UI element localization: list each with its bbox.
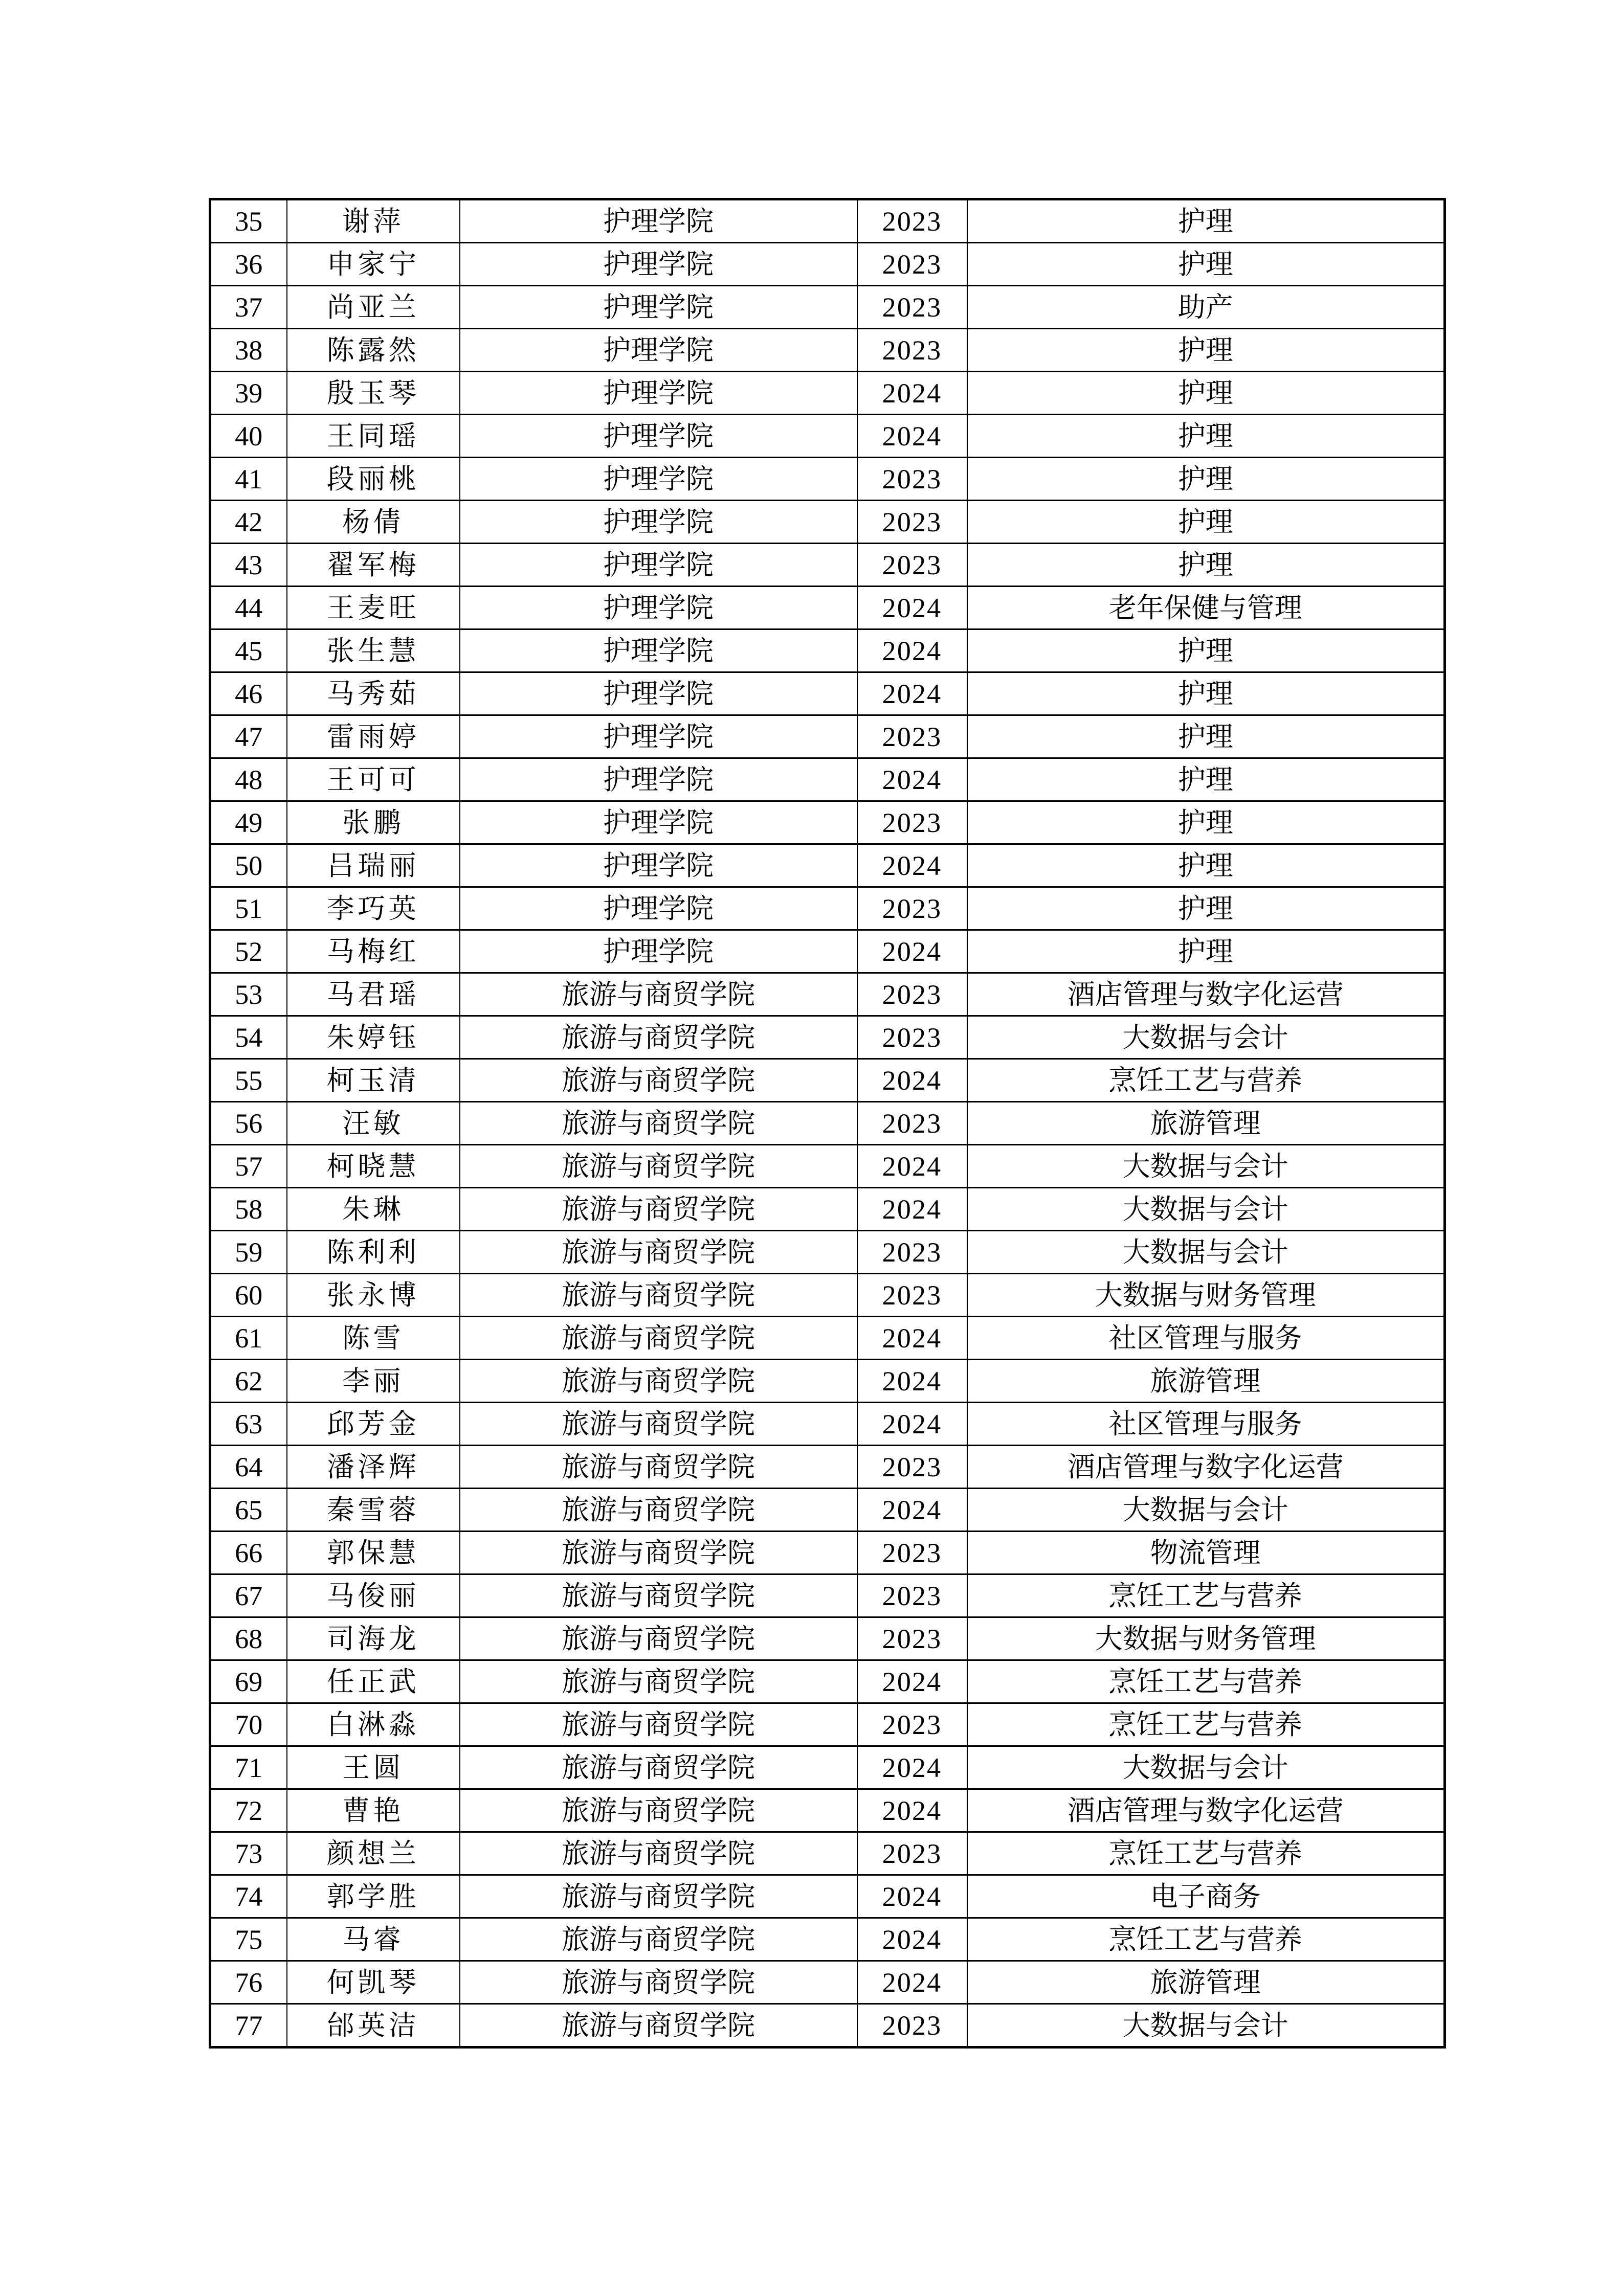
cell-major: 酒店管理与数字化运营 xyxy=(967,973,1445,1016)
table-row xyxy=(210,1660,1445,1703)
cell-name: 任正武 xyxy=(287,1660,460,1703)
cell-college: 旅游与商贸学院 xyxy=(460,1016,857,1059)
cell-year: 2023 xyxy=(857,544,967,587)
cell-major: 电子商务 xyxy=(967,1875,1445,1918)
table-row xyxy=(210,1489,1445,1532)
cell-college: 护理学院 xyxy=(460,629,857,672)
cell-college: 旅游与商贸学院 xyxy=(460,1188,857,1231)
table-row xyxy=(210,1360,1445,1403)
cell-no: 37 xyxy=(210,286,287,329)
cell-college: 旅游与商贸学院 xyxy=(460,1875,857,1918)
cell-year: 2023 xyxy=(857,1016,967,1059)
cell-name: 柯晓慧 xyxy=(287,1145,460,1188)
cell-no: 40 xyxy=(210,415,287,458)
cell-college: 护理学院 xyxy=(460,501,857,544)
cell-name: 张生慧 xyxy=(287,629,460,672)
cell-no: 65 xyxy=(210,1489,287,1532)
table-row xyxy=(210,1746,1445,1789)
cell-major: 酒店管理与数字化运营 xyxy=(967,1446,1445,1489)
cell-major: 护理 xyxy=(967,801,1445,844)
cell-major: 烹饪工艺与营养 xyxy=(967,1660,1445,1703)
cell-major: 大数据与会计 xyxy=(967,1489,1445,1532)
cell-college: 护理学院 xyxy=(460,672,857,715)
cell-major: 社区管理与服务 xyxy=(967,1317,1445,1360)
cell-no: 59 xyxy=(210,1231,287,1274)
table-row xyxy=(210,1961,1445,2004)
cell-major: 护理 xyxy=(967,329,1445,372)
cell-no: 63 xyxy=(210,1403,287,1446)
cell-no: 47 xyxy=(210,715,287,758)
cell-name: 朱婷钰 xyxy=(287,1016,460,1059)
cell-no: 61 xyxy=(210,1317,287,1360)
table-row xyxy=(210,844,1445,887)
table-row xyxy=(210,243,1445,286)
cell-college: 旅游与商贸学院 xyxy=(460,1574,857,1617)
cell-no: 44 xyxy=(210,587,287,629)
table-row xyxy=(210,1059,1445,1102)
cell-major: 大数据与财务管理 xyxy=(967,1617,1445,1660)
cell-college: 护理学院 xyxy=(460,372,857,415)
cell-year: 2024 xyxy=(857,1789,967,1832)
table-row xyxy=(210,672,1445,715)
cell-year: 2023 xyxy=(857,1832,967,1875)
cell-no: 62 xyxy=(210,1360,287,1403)
cell-year: 2024 xyxy=(857,1403,967,1446)
cell-no: 58 xyxy=(210,1188,287,1231)
table-row xyxy=(210,1145,1445,1188)
cell-year: 2023 xyxy=(857,973,967,1016)
cell-major: 护理 xyxy=(967,844,1445,887)
cell-no: 45 xyxy=(210,629,287,672)
cell-name: 郭学胜 xyxy=(287,1875,460,1918)
table-row xyxy=(210,715,1445,758)
cell-year: 2024 xyxy=(857,1918,967,1961)
cell-name: 杨倩 xyxy=(287,501,460,544)
table-row xyxy=(210,1832,1445,1875)
cell-no: 43 xyxy=(210,544,287,587)
cell-year: 2023 xyxy=(857,1532,967,1574)
table-row xyxy=(210,1274,1445,1317)
table-row xyxy=(210,801,1445,844)
cell-major: 护理 xyxy=(967,758,1445,801)
cell-name: 张鹏 xyxy=(287,801,460,844)
table-row xyxy=(210,758,1445,801)
cell-year: 2024 xyxy=(857,672,967,715)
cell-year: 2023 xyxy=(857,1703,967,1746)
cell-major: 护理 xyxy=(967,458,1445,501)
cell-no: 71 xyxy=(210,1746,287,1789)
cell-no: 68 xyxy=(210,1617,287,1660)
cell-name: 吕瑞丽 xyxy=(287,844,460,887)
cell-no: 35 xyxy=(210,199,287,243)
cell-no: 52 xyxy=(210,930,287,973)
cell-college: 旅游与商贸学院 xyxy=(460,1617,857,1660)
cell-no: 39 xyxy=(210,372,287,415)
cell-no: 41 xyxy=(210,458,287,501)
cell-no: 49 xyxy=(210,801,287,844)
cell-college: 旅游与商贸学院 xyxy=(460,1231,857,1274)
table-row xyxy=(210,286,1445,329)
cell-year: 2024 xyxy=(857,758,967,801)
table-row xyxy=(210,1574,1445,1617)
cell-name: 王同瑶 xyxy=(287,415,460,458)
cell-major: 酒店管理与数字化运营 xyxy=(967,1789,1445,1832)
cell-name: 段丽桃 xyxy=(287,458,460,501)
cell-year: 2024 xyxy=(857,1317,967,1360)
cell-year: 2023 xyxy=(857,801,967,844)
cell-no: 38 xyxy=(210,329,287,372)
cell-year: 2024 xyxy=(857,1145,967,1188)
table-row xyxy=(210,501,1445,544)
cell-name: 马梅红 xyxy=(287,930,460,973)
cell-year: 2024 xyxy=(857,629,967,672)
cell-college: 护理学院 xyxy=(460,930,857,973)
cell-major: 物流管理 xyxy=(967,1532,1445,1574)
cell-year: 2023 xyxy=(857,458,967,501)
cell-name: 马秀茹 xyxy=(287,672,460,715)
cell-year: 2023 xyxy=(857,715,967,758)
cell-major: 护理 xyxy=(967,544,1445,587)
cell-name: 潘泽辉 xyxy=(287,1446,460,1489)
cell-college: 旅游与商贸学院 xyxy=(460,1102,857,1145)
table-row xyxy=(210,2004,1445,2047)
cell-no: 57 xyxy=(210,1145,287,1188)
cell-college: 旅游与商贸学院 xyxy=(460,1317,857,1360)
cell-major: 大数据与会计 xyxy=(967,1145,1445,1188)
cell-college: 护理学院 xyxy=(460,329,857,372)
table-row xyxy=(210,973,1445,1016)
cell-name: 颜想兰 xyxy=(287,1832,460,1875)
table-row xyxy=(210,1617,1445,1660)
cell-college: 护理学院 xyxy=(460,801,857,844)
cell-major: 烹饪工艺与营养 xyxy=(967,1918,1445,1961)
cell-year: 2023 xyxy=(857,329,967,372)
cell-year: 2023 xyxy=(857,1574,967,1617)
table-row xyxy=(210,1532,1445,1574)
cell-year: 2024 xyxy=(857,844,967,887)
table-row xyxy=(210,199,1445,243)
cell-name: 李巧英 xyxy=(287,887,460,930)
student-roster-table xyxy=(209,198,1446,2049)
cell-college: 旅游与商贸学院 xyxy=(460,1360,857,1403)
cell-college: 护理学院 xyxy=(460,758,857,801)
table-row xyxy=(210,1789,1445,1832)
cell-college: 护理学院 xyxy=(460,844,857,887)
table-row xyxy=(210,1918,1445,1961)
cell-name: 李丽 xyxy=(287,1360,460,1403)
cell-name: 王圆 xyxy=(287,1746,460,1789)
cell-name: 白淋淼 xyxy=(287,1703,460,1746)
cell-year: 2023 xyxy=(857,501,967,544)
cell-year: 2023 xyxy=(857,1274,967,1317)
cell-no: 70 xyxy=(210,1703,287,1746)
cell-name: 柯玉清 xyxy=(287,1059,460,1102)
cell-name: 王可可 xyxy=(287,758,460,801)
table-row xyxy=(210,1317,1445,1360)
cell-name: 朱琳 xyxy=(287,1188,460,1231)
cell-college: 护理学院 xyxy=(460,286,857,329)
cell-major: 旅游管理 xyxy=(967,1961,1445,2004)
cell-major: 大数据与会计 xyxy=(967,1188,1445,1231)
cell-name: 曹艳 xyxy=(287,1789,460,1832)
cell-college: 旅游与商贸学院 xyxy=(460,1403,857,1446)
cell-year: 2023 xyxy=(857,243,967,286)
table-row xyxy=(210,1016,1445,1059)
cell-year: 2023 xyxy=(857,1102,967,1145)
cell-year: 2024 xyxy=(857,930,967,973)
cell-no: 53 xyxy=(210,973,287,1016)
cell-year: 2023 xyxy=(857,1446,967,1489)
cell-no: 64 xyxy=(210,1446,287,1489)
cell-year: 2023 xyxy=(857,2004,967,2047)
cell-college: 旅游与商贸学院 xyxy=(460,1961,857,2004)
cell-name: 殷玉琴 xyxy=(287,372,460,415)
cell-year: 2024 xyxy=(857,1188,967,1231)
cell-college: 护理学院 xyxy=(460,715,857,758)
cell-name: 何凯琴 xyxy=(287,1961,460,2004)
cell-major: 旅游管理 xyxy=(967,1360,1445,1403)
cell-major: 大数据与会计 xyxy=(967,1231,1445,1274)
cell-name: 雷雨婷 xyxy=(287,715,460,758)
table-row xyxy=(210,1875,1445,1918)
table-row xyxy=(210,930,1445,973)
cell-no: 72 xyxy=(210,1789,287,1832)
cell-year: 2023 xyxy=(857,1231,967,1274)
cell-no: 56 xyxy=(210,1102,287,1145)
cell-college: 护理学院 xyxy=(460,458,857,501)
cell-name: 张永博 xyxy=(287,1274,460,1317)
cell-name: 谢萍 xyxy=(287,199,460,243)
cell-year: 2024 xyxy=(857,587,967,629)
cell-name: 陈雪 xyxy=(287,1317,460,1360)
cell-year: 2023 xyxy=(857,286,967,329)
cell-college: 旅游与商贸学院 xyxy=(460,1832,857,1875)
cell-college: 护理学院 xyxy=(460,243,857,286)
table-row xyxy=(210,544,1445,587)
cell-major: 护理 xyxy=(967,199,1445,243)
cell-college: 旅游与商贸学院 xyxy=(460,1274,857,1317)
cell-year: 2023 xyxy=(857,199,967,243)
cell-major: 护理 xyxy=(967,930,1445,973)
cell-name: 秦雪蓉 xyxy=(287,1489,460,1532)
cell-major: 烹饪工艺与营养 xyxy=(967,1574,1445,1617)
table-row xyxy=(210,329,1445,372)
table-row xyxy=(210,587,1445,629)
cell-no: 75 xyxy=(210,1918,287,1961)
cell-major: 护理 xyxy=(967,243,1445,286)
cell-college: 护理学院 xyxy=(460,199,857,243)
cell-no: 66 xyxy=(210,1532,287,1574)
cell-name: 郭保慧 xyxy=(287,1532,460,1574)
cell-college: 护理学院 xyxy=(460,544,857,587)
cell-college: 旅游与商贸学院 xyxy=(460,1789,857,1832)
cell-major: 老年保健与管理 xyxy=(967,587,1445,629)
cell-major: 社区管理与服务 xyxy=(967,1403,1445,1446)
cell-college: 旅游与商贸学院 xyxy=(460,2004,857,2047)
cell-major: 大数据与会计 xyxy=(967,1016,1445,1059)
cell-major: 烹饪工艺与营养 xyxy=(967,1059,1445,1102)
cell-no: 69 xyxy=(210,1660,287,1703)
cell-year: 2024 xyxy=(857,372,967,415)
cell-year: 2024 xyxy=(857,1875,967,1918)
cell-no: 55 xyxy=(210,1059,287,1102)
table-row xyxy=(210,1188,1445,1231)
cell-name: 马君瑶 xyxy=(287,973,460,1016)
roster-table-body xyxy=(210,199,1445,2047)
cell-no: 74 xyxy=(210,1875,287,1918)
cell-year: 2024 xyxy=(857,1961,967,2004)
cell-college: 护理学院 xyxy=(460,587,857,629)
cell-major: 护理 xyxy=(967,501,1445,544)
cell-name: 尚亚兰 xyxy=(287,286,460,329)
table-row xyxy=(210,372,1445,415)
cell-college: 旅游与商贸学院 xyxy=(460,1918,857,1961)
cell-no: 50 xyxy=(210,844,287,887)
cell-major: 护理 xyxy=(967,715,1445,758)
cell-year: 2024 xyxy=(857,1059,967,1102)
table-row xyxy=(210,458,1445,501)
cell-college: 旅游与商贸学院 xyxy=(460,1703,857,1746)
cell-name: 王麦旺 xyxy=(287,587,460,629)
cell-college: 旅游与商贸学院 xyxy=(460,1532,857,1574)
cell-name: 汪敏 xyxy=(287,1102,460,1145)
cell-major: 护理 xyxy=(967,629,1445,672)
cell-name: 马俊丽 xyxy=(287,1574,460,1617)
cell-college: 旅游与商贸学院 xyxy=(460,973,857,1016)
cell-college: 旅游与商贸学院 xyxy=(460,1446,857,1489)
cell-name: 申家宁 xyxy=(287,243,460,286)
cell-no: 46 xyxy=(210,672,287,715)
cell-year: 2024 xyxy=(857,1746,967,1789)
cell-year: 2024 xyxy=(857,415,967,458)
cell-name: 司海龙 xyxy=(287,1617,460,1660)
cell-college: 旅游与商贸学院 xyxy=(460,1746,857,1789)
cell-name: 马睿 xyxy=(287,1918,460,1961)
table-row xyxy=(210,1231,1445,1274)
cell-no: 77 xyxy=(210,2004,287,2047)
table-row xyxy=(210,1102,1445,1145)
cell-year: 2024 xyxy=(857,1660,967,1703)
table-row xyxy=(210,1703,1445,1746)
cell-major: 大数据与会计 xyxy=(967,1746,1445,1789)
cell-name: 翟军梅 xyxy=(287,544,460,587)
cell-no: 67 xyxy=(210,1574,287,1617)
cell-major: 护理 xyxy=(967,415,1445,458)
cell-major: 大数据与财务管理 xyxy=(967,1274,1445,1317)
cell-college: 旅游与商贸学院 xyxy=(460,1660,857,1703)
cell-no: 76 xyxy=(210,1961,287,2004)
cell-no: 42 xyxy=(210,501,287,544)
cell-name: 邰英洁 xyxy=(287,2004,460,2047)
cell-major: 烹饪工艺与营养 xyxy=(967,1703,1445,1746)
cell-major: 助产 xyxy=(967,286,1445,329)
table-row xyxy=(210,415,1445,458)
cell-year: 2024 xyxy=(857,1360,967,1403)
cell-college: 护理学院 xyxy=(460,415,857,458)
table-row xyxy=(210,1403,1445,1446)
cell-major: 护理 xyxy=(967,672,1445,715)
cell-college: 旅游与商贸学院 xyxy=(460,1059,857,1102)
cell-major: 护理 xyxy=(967,372,1445,415)
table-row xyxy=(210,629,1445,672)
cell-college: 旅游与商贸学院 xyxy=(460,1145,857,1188)
cell-year: 2024 xyxy=(857,1489,967,1532)
cell-no: 36 xyxy=(210,243,287,286)
cell-college: 护理学院 xyxy=(460,887,857,930)
cell-major: 大数据与会计 xyxy=(967,2004,1445,2047)
cell-name: 陈露然 xyxy=(287,329,460,372)
cell-year: 2023 xyxy=(857,887,967,930)
cell-major: 护理 xyxy=(967,887,1445,930)
cell-name: 邱芳金 xyxy=(287,1403,460,1446)
cell-no: 60 xyxy=(210,1274,287,1317)
table-row xyxy=(210,887,1445,930)
cell-year: 2023 xyxy=(857,1617,967,1660)
table-row xyxy=(210,1446,1445,1489)
cell-college: 旅游与商贸学院 xyxy=(460,1489,857,1532)
cell-name: 陈利利 xyxy=(287,1231,460,1274)
cell-major: 烹饪工艺与营养 xyxy=(967,1832,1445,1875)
cell-major: 旅游管理 xyxy=(967,1102,1445,1145)
cell-no: 73 xyxy=(210,1832,287,1875)
cell-no: 48 xyxy=(210,758,287,801)
cell-no: 51 xyxy=(210,887,287,930)
cell-no: 54 xyxy=(210,1016,287,1059)
